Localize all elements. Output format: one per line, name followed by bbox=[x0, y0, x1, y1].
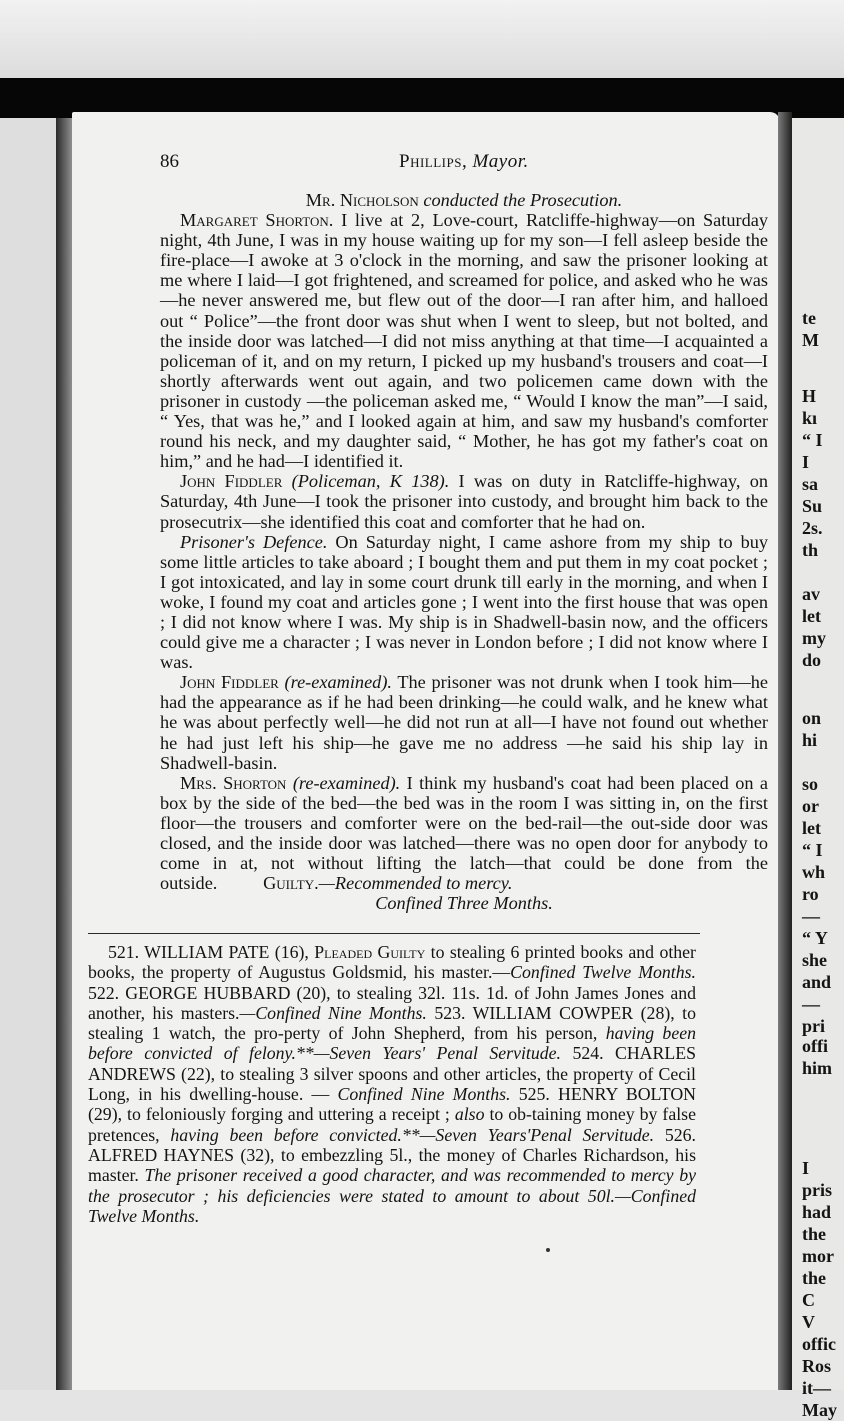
adjacent-page-fragment: H bbox=[802, 386, 817, 406]
witness-name: Mrs. Shorton bbox=[180, 772, 287, 793]
adjacent-page-fragment: so bbox=[802, 774, 819, 794]
adjacent-page-fragment: let bbox=[802, 606, 821, 626]
adjacent-page-fragment: M bbox=[802, 330, 819, 350]
prosecution-text: conducted the Prosecution. bbox=[423, 190, 623, 210]
witness-name: John Fiddler bbox=[180, 672, 279, 693]
adjacent-page-fragment: and bbox=[802, 972, 832, 992]
adjacent-page-fragment: ro bbox=[802, 884, 819, 904]
section-divider-rule bbox=[88, 933, 700, 934]
scan-left-margin bbox=[0, 118, 60, 1390]
case-521: 521. WILLIAM PATE (16), bbox=[108, 942, 309, 962]
witness-role: (re-examined). bbox=[284, 672, 392, 693]
adjacent-page-fragment: the bbox=[802, 1268, 826, 1288]
testimony-text: I think my husband's coat had been placed on a box by the side of the bed—the bed was in the room I was sitting in, on the first floor—the trousers and comforter were on the bed-rail—the out-side door was closed, and the inside door was latched—there was no open door for anybody to come in at, not without lifting the latch—that could be done from the outside. bbox=[160, 772, 768, 894]
case-522-sentence: —Confined Nine Months. bbox=[239, 1002, 427, 1023]
adjacent-page-fragment: my bbox=[802, 628, 826, 648]
adjacent-page-fragment: te bbox=[802, 308, 816, 328]
testimony-john-fiddler bbox=[160, 471, 768, 531]
defence-label: Prisoner's Defence. bbox=[180, 531, 328, 552]
adjacent-page-fragment: “ I bbox=[802, 840, 823, 860]
witness-role: (re-examined). bbox=[292, 772, 401, 793]
adjacent-page-fragment: May bbox=[802, 1400, 837, 1420]
recommendation: —Recommended to mercy. bbox=[318, 873, 513, 894]
sentence-line bbox=[160, 893, 768, 913]
case-525: 525. HENRY BOLTON (29), to feloniously forging and uttering a receipt ; bbox=[88, 1084, 696, 1125]
adjacent-page-fragment: Ros bbox=[802, 1356, 832, 1376]
page-gutter bbox=[778, 112, 792, 1390]
witness-name: Margaret Shorton. bbox=[180, 210, 334, 231]
scan-top-margin bbox=[0, 0, 844, 80]
page-speck bbox=[546, 1248, 550, 1252]
adjacent-page-fragment: 2s. bbox=[802, 518, 823, 538]
adjacent-page-fragment: let bbox=[802, 818, 821, 838]
testimony-text: I live at 2, Love-court, Ratcliffe-highway—on Saturday night, 4th June, I was in my house waiting up for my son—I fell asleep beside the fire-place—I awoke at 3 o'clock in the morning, and saw the prisoner looking at me where I laid—I got frightened, and screamed for police, and asked who he was—he never answered me, but flew out of the door—I ran after him, and halloed out “ Police”—the front door was shut when I went to sleep, but not bolted, and the inside door was latched—I did not miss anything at that time—I acquainted a policeman of it, and on my return, I picked up my husband's trousers and coat—I shortly afterwards went out again, and two policemen came down with the prisoner in custody —the policeman asked me, “ Would I know the man”—I said, “ Yes, that was he,” and I looked again at him, and saw my husband's comforter round his neck, and my daughter said, “ Mother, he has got my father's coat on him,” and he had—I identified it. bbox=[160, 210, 768, 472]
adjacent-page-fragment: sa bbox=[802, 474, 819, 494]
witness-role: (Policeman, K 138). bbox=[291, 471, 450, 492]
case-525-also: also bbox=[454, 1104, 485, 1125]
running-head bbox=[399, 151, 529, 173]
testimony-margaret-shorton bbox=[160, 210, 768, 471]
sentences-paragraph bbox=[88, 942, 696, 1226]
adjacent-page-fragment: “ I bbox=[802, 430, 823, 450]
running-head-title: Mayor. bbox=[472, 151, 529, 172]
case-525-sentence: having been before convicted.**—Seven Years'Penal Servitude. bbox=[170, 1124, 655, 1145]
case-526-sentence: The prisoner received a good character, and was recommended to mercy by the prosecutor ; his deficiencies were stated to amount to about 50l.—Confined Twelve Months. bbox=[88, 1165, 696, 1226]
testimony-text: The prisoner was not drunk when I took him—he had the appearance as if he had been drinking—he could walk, and he knew what he was about perfectly well—he did not run at all—I have not found out whether he had just left his ship—he gave me no address —he said his ship lay in Shadwell-basin. bbox=[160, 672, 768, 773]
adjacent-page-fragment: C bbox=[802, 1290, 815, 1310]
case-523: 523. WILLIAM COWPER (28), to stealing 1 watch, the pro-perty of John Shepherd, from his person, bbox=[88, 1002, 696, 1044]
testimony-text: I was on duty in Ratcliffe-highway, on Saturday, 4th June—I took the prisoner into custody, and brought him back to the prosecutrix—she identified this coat and comforter that he had on. bbox=[160, 471, 768, 532]
case-522: 522. GEORGE HUBBARD (20), to stealing 32l. 11s. 1d. of John James Jones and another, his masters. bbox=[88, 982, 696, 1023]
testimony-mrs-shorton-reexamined bbox=[160, 773, 768, 894]
prosecution-line bbox=[160, 190, 768, 210]
sentence-text: Confined Three Months. bbox=[375, 893, 553, 914]
case-526: 526. ALFRED HAYNES (32), to embezzling 5l., the money of Charles Richardson, his master. bbox=[88, 1124, 696, 1186]
case-521-text: to stealing 6 printed books and other books, the property of Augustus Goldsmid, his master.— bbox=[88, 942, 696, 983]
adjacent-page-fragment: — bbox=[802, 994, 820, 1014]
adjacent-page-fragment: the bbox=[802, 1224, 826, 1244]
prosecutor-name: Mr. Nicholson bbox=[305, 190, 419, 210]
plea-label: Pleaded Guilty bbox=[314, 942, 426, 962]
adjacent-page-fragment: on bbox=[802, 708, 822, 728]
running-head-name: Phillips, bbox=[399, 151, 468, 172]
adjacent-page-fragment: V bbox=[802, 1312, 815, 1332]
adjacent-page-edge bbox=[792, 118, 844, 1420]
adjacent-page-fragment: wh bbox=[802, 862, 826, 882]
adjacent-page-fragment: offic bbox=[802, 1334, 836, 1354]
guilty-pleas-section bbox=[88, 942, 696, 1226]
adjacent-page-fragment: mor bbox=[802, 1246, 834, 1266]
adjacent-page-fragment: — bbox=[802, 906, 820, 926]
adjacent-page-fragment: I bbox=[802, 452, 810, 472]
defence-text: On Saturday night, I came ashore from my ship to buy some little articles to take aboard ; I bought them and put them in my coat pocket ; I got intoxicated, and lay in some court drunk till early in the morning, and when I woke, I found my coat and articles gone ; I went into the first house that was open ; I did not know where I was. My ship is in Shadwell-basin now, and the officers could give me a character ; I was never in London before ; I did not know where I was. bbox=[160, 531, 768, 673]
case-523-sentence: having been before convicted of felony.**—Seven Years' Penal Servitude. bbox=[88, 1023, 697, 1064]
page-number: 86 bbox=[160, 151, 179, 172]
witness-name: John Fiddler bbox=[180, 471, 283, 492]
testimony-john-fiddler-reexamined bbox=[160, 672, 768, 772]
adjacent-page-fragment: had bbox=[802, 1202, 832, 1222]
adjacent-page-fragment: kı bbox=[802, 408, 818, 428]
adjacent-page-fragment: she bbox=[802, 950, 828, 970]
adjacent-page-fragment: Su bbox=[802, 496, 823, 516]
case-521-sentence: Confined Twelve Months. bbox=[510, 962, 696, 983]
adjacent-page-fragment: or bbox=[802, 796, 819, 816]
case-525-text: to ob-taining money by false pretences, bbox=[88, 1104, 696, 1145]
adjacent-page-fragment: th bbox=[802, 540, 819, 560]
prisoners-defence bbox=[160, 532, 768, 673]
adjacent-page-fragment: hi bbox=[802, 730, 818, 750]
adjacent-page-fragment: “ Y bbox=[802, 928, 828, 948]
adjacent-page-fragment: do bbox=[802, 650, 822, 670]
verdict: Guilty. bbox=[263, 873, 319, 894]
adjacent-page-fragment: it— bbox=[802, 1378, 831, 1398]
adjacent-page-fragment: offi bbox=[802, 1036, 828, 1056]
case-524-sentence: Confined Nine Months. bbox=[337, 1084, 511, 1105]
trial-proceedings bbox=[160, 190, 768, 913]
adjacent-page-fragment: av bbox=[802, 584, 820, 604]
adjacent-page-fragment: pri bbox=[802, 1016, 826, 1036]
adjacent-page-fragment: him bbox=[802, 1058, 833, 1078]
page-header bbox=[160, 151, 720, 175]
adjacent-page-fragment: pris bbox=[802, 1180, 833, 1200]
adjacent-page-fragment: I bbox=[802, 1158, 810, 1178]
case-524: 524. CHARLES ANDREWS (22), to stealing 3 silver spoons and other articles, the property of Cecil Long, in his dwelling-house. — bbox=[88, 1043, 696, 1105]
